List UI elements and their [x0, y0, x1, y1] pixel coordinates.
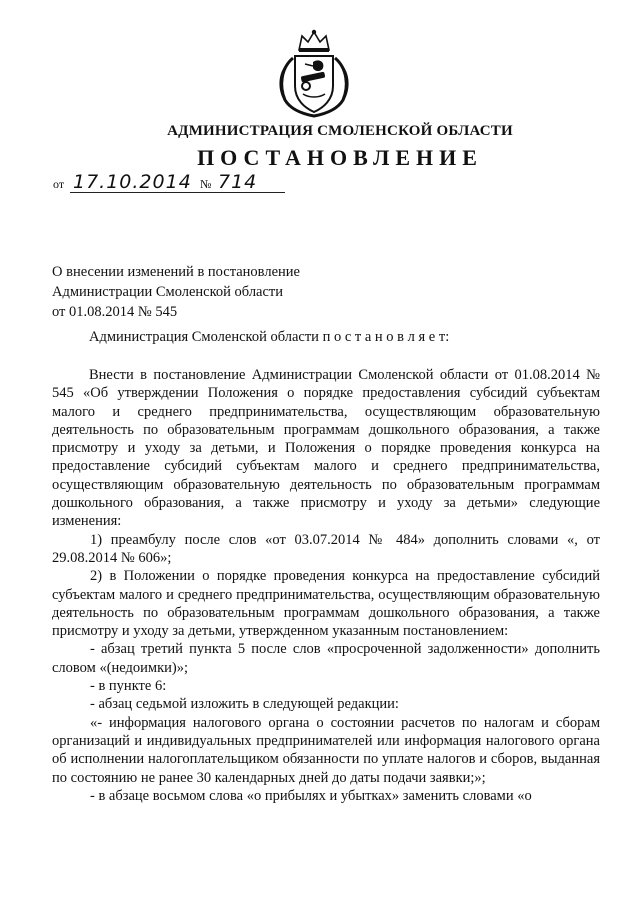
body-paragraph: - в абзаце восьмом слова «о прибылях и убытках» заменить словами «о	[90, 787, 532, 804]
body-paragraph: - в пункте 6:	[90, 678, 167, 695]
body-paragraph: Внести в постановление Администрации Смоленской области от 01.08.2014 № 545 «Об утверждении Положения о порядке предоставления субсидий субъектам малого и среднего предпринимательства, осуществляющим образовательную деятельность по образовательным программам дошкольного образования, а также присмотру и уходу за детьми, и Положения о порядке проведения конкурса на предоставление субсидий субъектам малого и среднего предпринимательства, осуществляющим образовательную деятельность по образовательным программам дошкольного образования, а также присмотру и уходу за детьми» следующие изменения:	[52, 367, 600, 530]
number-label: №	[200, 177, 212, 191]
date-label: от	[53, 177, 65, 191]
body-paragraph: 2) в Положении о порядке проведения конкурса на предоставление субсидий субъектам малого и среднего предпринимательства, осуществляющим образовательную деятельность по образовательным программам дошкольного образования, а также присмотру и уходу за детьми, утвержденном указанным постановлением:	[52, 568, 600, 640]
number-value: 714	[218, 171, 258, 193]
subject-line: О внесении изменений в постановление	[52, 264, 300, 280]
subject-line: от 01.08.2014 № 545	[52, 304, 178, 320]
document-subject	[52, 262, 300, 322]
preamble: Администрация Смоленской области п о с т а н о в л я е т:	[89, 329, 450, 345]
subject-line: Администрации Смоленской области	[52, 284, 284, 300]
date-value: 17.10.2014	[73, 171, 192, 193]
smolensk-coat-of-arms-icon	[275, 28, 353, 120]
body-paragraph: 1) преамбулу после слов «от 03.07.2014 № 484» дополнить словами «, от 29.08.2014 № 606»;	[52, 531, 600, 566]
document-body	[52, 366, 600, 805]
document-type-title: ПОСТАНОВЛЕНИЕ	[197, 145, 483, 170]
organization-name: АДМИНИСТРАЦИЯ СМОЛЕНСКОЙ ОБЛАСТИ	[167, 123, 513, 139]
body-paragraph: «- информация налогового органа о состоянии расчетов по налогам и сборам организаций и индивидуальных предпринимателей или информация налогового органа об исполнении налогоплательщиком обязанности по уплате налогов и сборов, выданная по состоянию не ранее 30 календарных дней до даты подачи заявки;»;	[52, 714, 600, 786]
body-paragraph: - абзац третий пункта 5 после слов «просроченной задолженности» дополнить словом «(недоимки)»;	[52, 641, 600, 676]
date-number-line	[53, 171, 313, 196]
body-paragraph: - абзац седьмой изложить в следующей редакции:	[90, 696, 399, 713]
